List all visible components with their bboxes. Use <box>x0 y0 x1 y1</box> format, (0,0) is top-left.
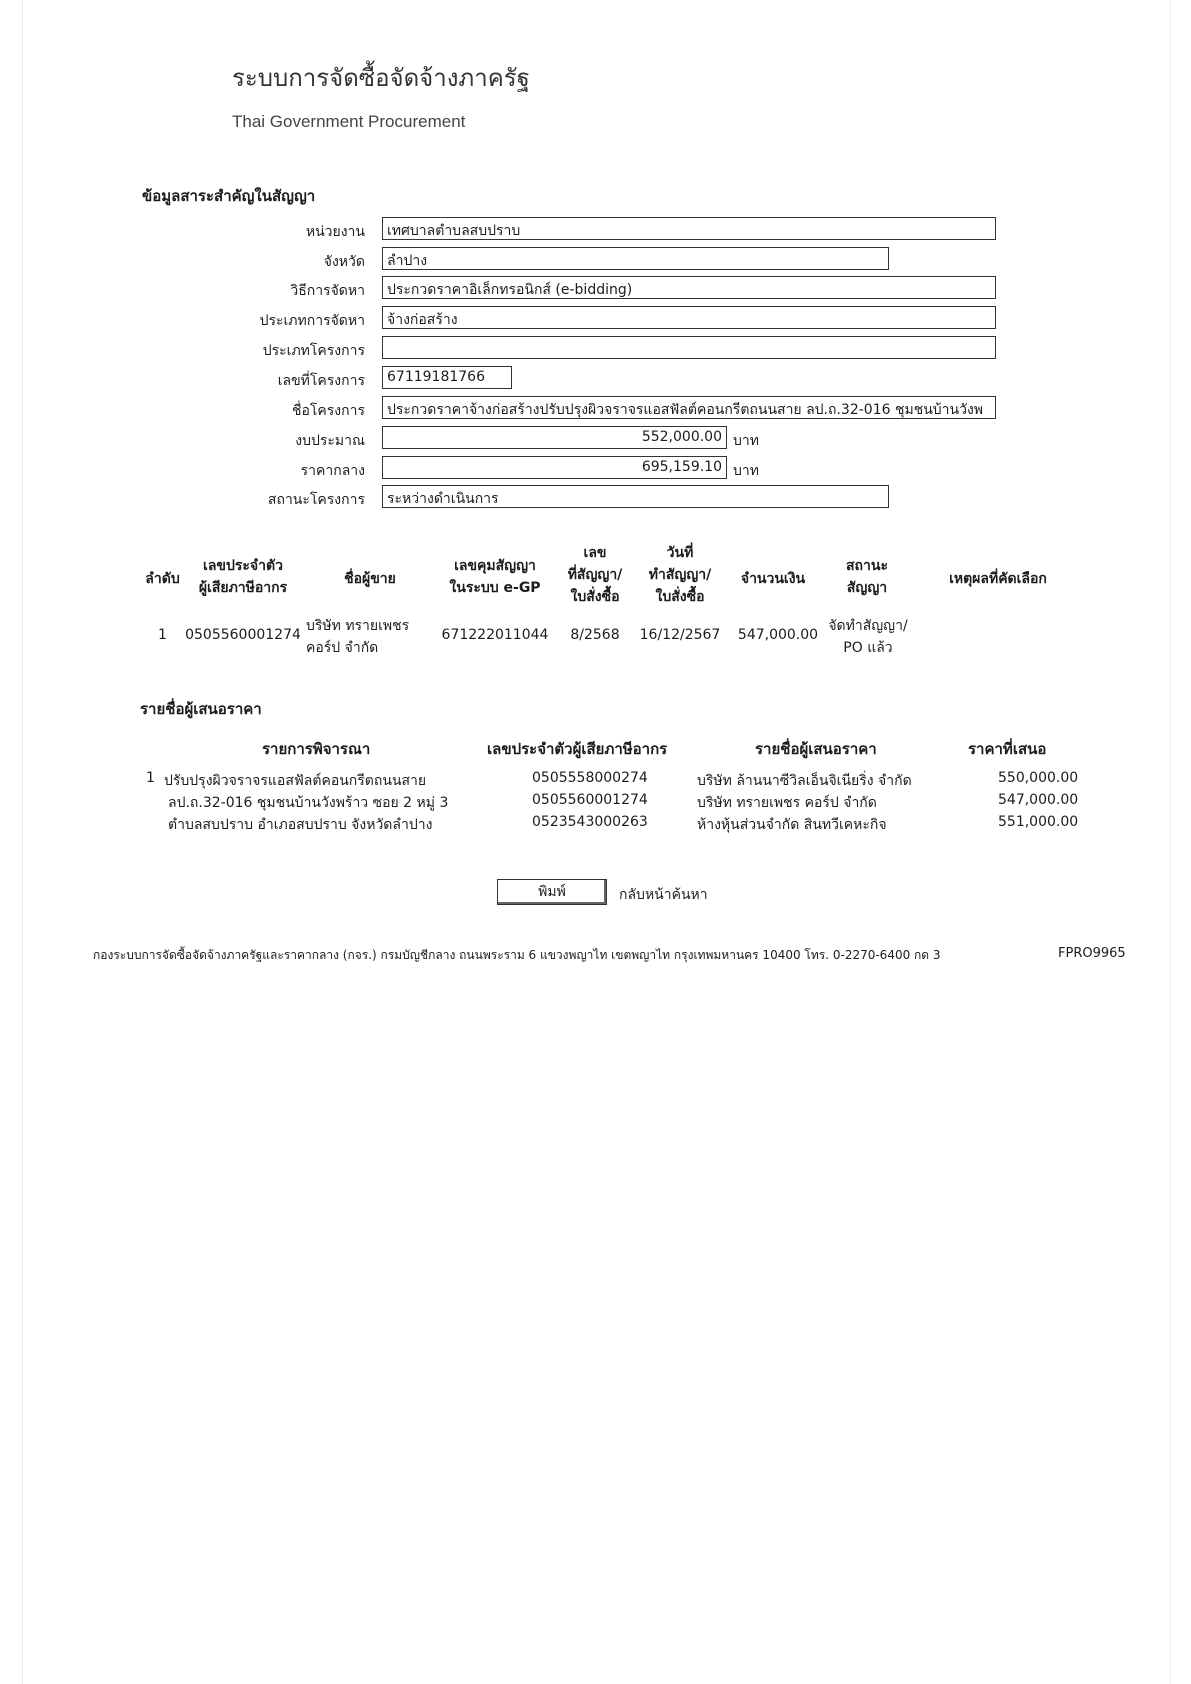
header-line: เลข <box>583 545 607 561</box>
field-label: จังหวัด <box>323 254 365 270</box>
procurement-type-field[interactable]: จ้างก่อสร้าง <box>382 306 996 329</box>
contract-header-date <box>635 542 725 608</box>
field-label: งบประมาณ <box>295 433 365 449</box>
print-button[interactable]: พิมพ์ <box>497 879 607 905</box>
bidders-header-price: ราคาที่เสนอ <box>968 740 1047 758</box>
header-line: เลขคุมสัญญา <box>454 558 536 574</box>
summary-section-title: ข้อมูลสาระสำคัญในสัญญา <box>142 187 316 205</box>
bidder-tax-id: 0505558000274 <box>532 770 648 786</box>
field-budget <box>160 426 1000 451</box>
vendor-line: คอร์ป จำกัด <box>306 640 379 656</box>
footer-address: กองระบบการจัดซื้อจัดจ้างภาครัฐและราคากลาง (กจร.) กรมบัญชีกลาง ถนนพระราม 6 แขวงพญาไท เขตพญาไท กรุงเทพมหานคร 10400 โทร. 0-2270-6400 กด 3 <box>93 948 941 962</box>
project-number-field[interactable]: 67119181766 <box>382 366 512 389</box>
bidders-header-item: รายการพิจารณา <box>262 740 371 758</box>
field-procurement-type <box>160 306 1000 331</box>
header-line: สถานะ <box>846 558 888 574</box>
contract-number: 8/2568 <box>570 627 620 643</box>
contract-vendor <box>306 615 421 659</box>
contract-header-status <box>822 555 912 599</box>
header-line: สัญญา <box>846 580 888 596</box>
bidder-name: ห้างหุ้นส่วนจำกัด สินทวีเคหะกิจ <box>697 817 887 833</box>
median-price-field[interactable]: 695,159.10 <box>382 456 727 479</box>
contract-header-reason: เหตุผลที่คัดเลือก <box>949 571 1047 587</box>
status-line: PO แล้ว <box>843 640 893 656</box>
field-label: สถานะโครงการ <box>267 492 365 508</box>
field-project-name <box>160 396 1000 421</box>
scan-edge-right <box>1170 0 1171 1684</box>
field-label: ประเภทการจัดหา <box>259 313 365 329</box>
contract-header-amount: จำนวนเงิน <box>740 571 806 587</box>
header-line: ใบสั่งซื้อ <box>655 589 705 605</box>
header-line: ที่สัญญา/ <box>567 567 623 583</box>
contract-header-tax-id <box>183 555 303 599</box>
field-label: ชื่อโครงการ <box>291 403 365 419</box>
bid-item-line: ปรับปรุงผิวจราจรแอสฟัลต์คอนกรีตถนนสาย <box>164 773 427 789</box>
project-status-field[interactable]: ระหว่างดำเนินการ <box>382 485 889 508</box>
contract-header-control-no <box>440 555 550 599</box>
field-agency <box>160 217 1000 242</box>
bidders-header-tax-id: เลขประจำตัวผู้เสียภาษีอากร <box>487 740 668 758</box>
contract-date: 16/12/2567 <box>639 627 721 643</box>
vendor-line: บริษัท ทรายเพชร <box>306 618 410 634</box>
bidder-tax-id: 0523543000263 <box>532 814 648 830</box>
header-line: วันที่ <box>666 545 694 561</box>
header-line: ทำสัญญา/ <box>648 567 712 583</box>
field-label: หน่วยงาน <box>305 224 365 240</box>
field-project-status <box>160 485 1000 510</box>
bidder-name: บริษัท ล้านนาซีวิลเอ็นจิเนียริ่ง จำกัด <box>697 773 912 789</box>
budget-field[interactable]: 552,000.00 <box>382 426 727 449</box>
field-median-price <box>160 456 1000 481</box>
budget-unit: บาท <box>733 433 759 449</box>
contract-seq: 1 <box>158 627 167 643</box>
contract-header-vendor: ชื่อผู้ขาย <box>344 571 396 587</box>
header-line: ผู้เสียภาษีอากร <box>198 580 288 596</box>
bidders-header-name: รายชื่อผู้เสนอราคา <box>755 740 877 758</box>
field-label: วิธีการจัดหา <box>290 283 365 299</box>
bid-item-line: ตำบลสบปราบ อำเภอสบปราบ จังหวัดลำปาง <box>168 817 433 833</box>
contract-tax-id: 0505560001274 <box>185 627 301 643</box>
footer-code: FPRO9965 <box>1058 946 1126 961</box>
header-line: ในระบบ e-GP <box>449 580 541 596</box>
bid-item-line: ลป.ถ.32-016 ชุมชนบ้านวังพร้าว ซอย 2 หมู่ 3 <box>168 795 449 811</box>
contract-control-no: 671222011044 <box>441 627 549 643</box>
contract-header-contract-no <box>555 542 635 608</box>
field-project-number <box>160 366 1000 391</box>
bidder-price: 547,000.00 <box>998 792 1079 808</box>
page-title: ระบบการจัดซื้อจัดจ้างภาครัฐ <box>232 64 530 92</box>
project-name-field[interactable]: ประกวดราคาจ้างก่อสร้างปรับปรุงผิวจราจรแอสฟัลต์คอนกรีตถนนสาย ลป.ถ.32-016 ชุมชนบ้านวังพ <box>382 396 996 419</box>
status-line: จัดทำสัญญา/ <box>828 618 908 634</box>
page-subtitle: Thai Government Procurement <box>232 112 466 131</box>
bidder-name: บริษัท ทรายเพชร คอร์ป จำกัด <box>697 795 877 811</box>
field-label: ราคากลาง <box>300 463 365 479</box>
bid-item-number: 1 <box>146 770 155 786</box>
contract-header-seq: ลำดับ <box>145 571 180 587</box>
bidder-tax-id: 0505560001274 <box>532 792 648 808</box>
header-line: ใบสั่งซื้อ <box>570 589 620 605</box>
bidders-section-title: รายชื่อผู้เสนอราคา <box>140 700 262 718</box>
project-type-field[interactable] <box>382 336 996 359</box>
field-label: ประเภทโครงการ <box>262 343 365 359</box>
bidder-price: 551,000.00 <box>998 814 1079 830</box>
median-price-unit: บาท <box>733 463 759 479</box>
province-field[interactable]: ลำปาง <box>382 247 889 270</box>
field-project-type <box>160 336 1000 361</box>
bidder-price: 550,000.00 <box>998 770 1079 786</box>
field-label: เลขที่โครงการ <box>277 373 365 389</box>
back-to-search-link[interactable]: กลับหน้าค้นหา <box>619 887 708 903</box>
field-province <box>160 247 1000 272</box>
procurement-method-field[interactable]: ประกวดราคาอิเล็กทรอนิกส์ (e-bidding) <box>382 276 996 299</box>
contract-status <box>818 615 918 659</box>
contract-amount: 547,000.00 <box>737 627 819 643</box>
header-line: เลขประจำตัว <box>203 558 283 574</box>
scan-edge-left <box>22 0 23 1684</box>
field-method <box>160 276 1000 301</box>
agency-field[interactable]: เทศบาลตำบลสบปราบ <box>382 217 996 240</box>
